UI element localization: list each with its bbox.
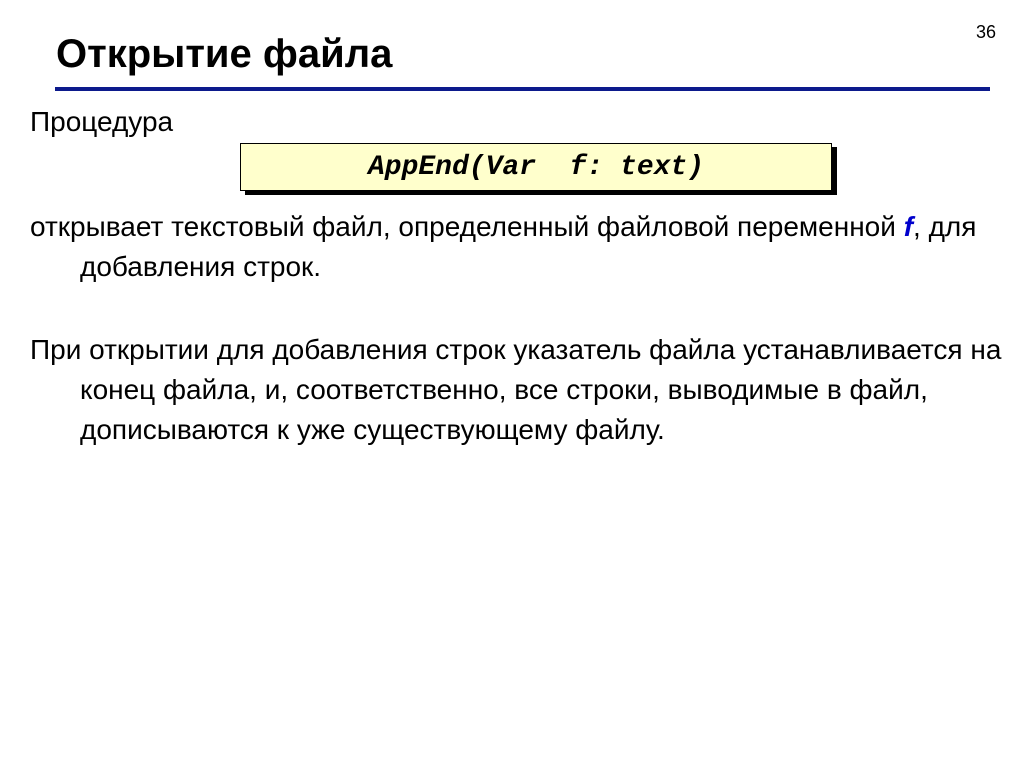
- description-text-start: открывает текстовый файл, определенный файловой переменной: [30, 211, 904, 242]
- code-signature-box: [240, 143, 832, 191]
- slide-number: 36: [975, 22, 996, 42]
- slide-title: Открытие файла: [56, 32, 393, 76]
- file-variable-highlight: f: [903, 211, 914, 242]
- description-text-end: , для добавления строк.: [80, 211, 977, 282]
- description-paragraph: [30, 207, 1024, 287]
- procedure-label: Процедура: [30, 106, 174, 137]
- append-behavior-paragraph: При открытии для добавления строк указатель файла устанавливается на конец файла, и, соответственно, все строки, выводимые в файл, дописываются к уже существующему файлу.: [30, 334, 1002, 445]
- procedure-signature: AppEnd(Var f: text): [367, 151, 705, 183]
- title-divider: [55, 87, 990, 91]
